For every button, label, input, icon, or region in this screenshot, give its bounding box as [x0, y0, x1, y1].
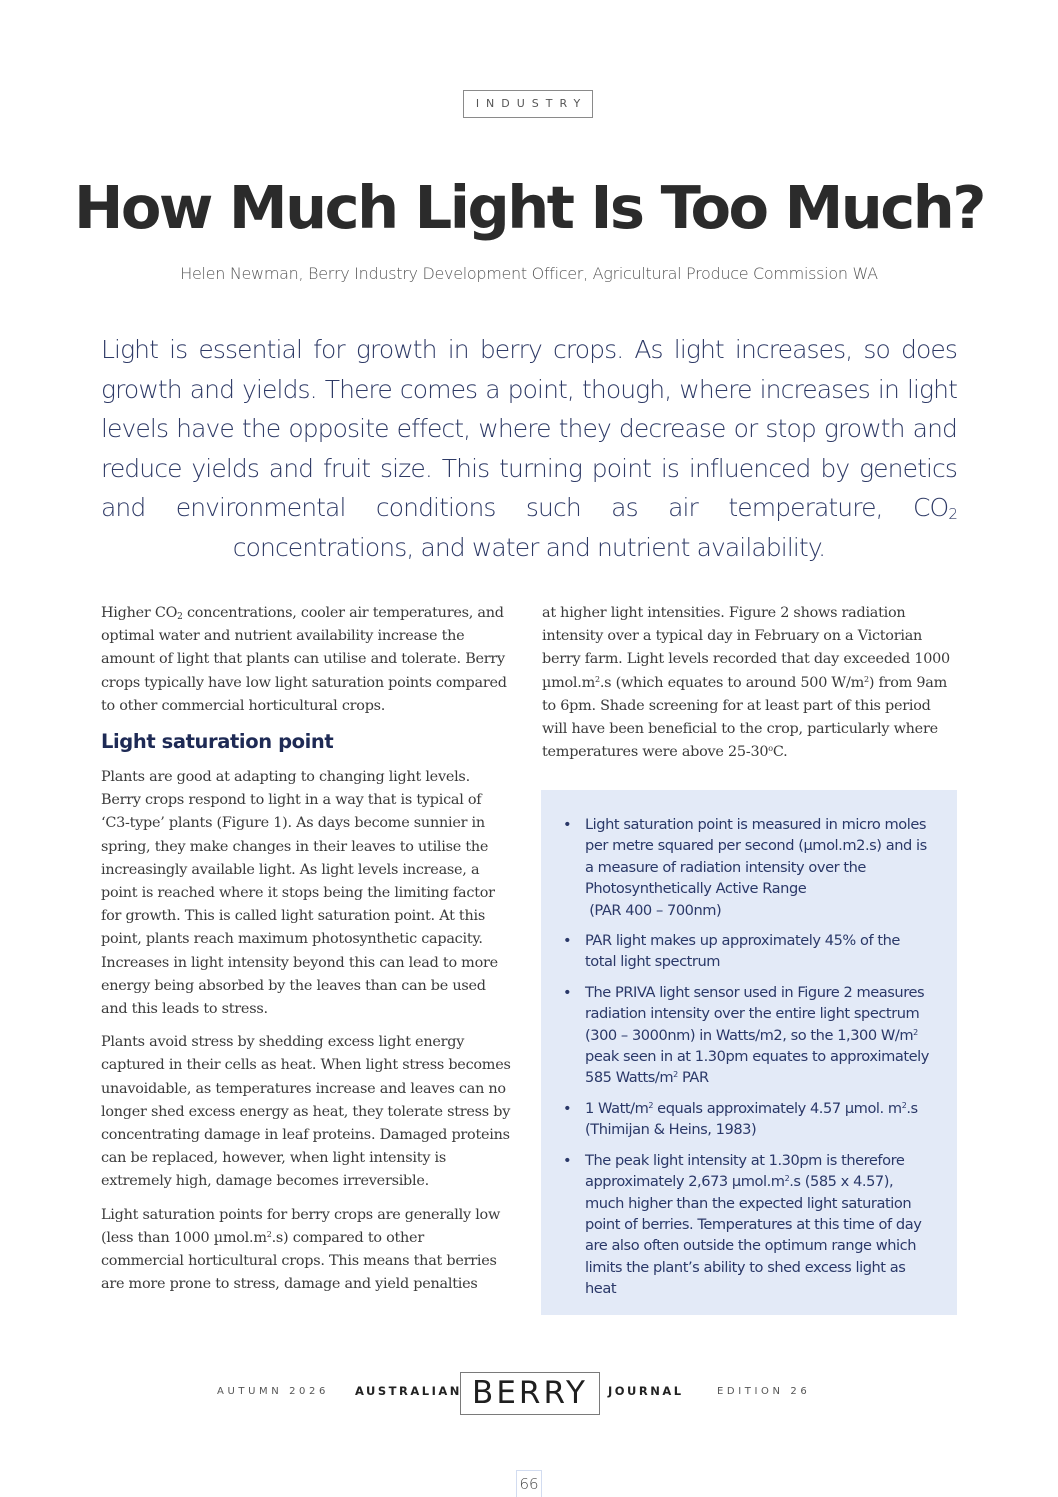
subheading: Light saturation point	[101, 730, 334, 754]
article-title: How Much Light Is Too Much?	[73, 173, 985, 242]
item-sup: 2	[648, 1100, 653, 1110]
body-paragraph: Plants are good at adapting to changing light levels. Berry crops respond to light in a way that is typical of ‘C3-type’ plants (Figure 1). As days become sunnier in spring, they make changes in their leaves to utilise the increasingly available light. As light levels increase, a point is reached where it stops being the limiting factor for growth. This is called light saturation point. At this point, plants reach maximum photosynthetic capacity. Increases in light intensity beyond this can lead to more energy being absorbed by the leaves than can be used and this leads to stress.	[101, 769, 498, 1018]
item-text: .s (Thimijan & Heins, 1983)	[585, 1099, 918, 1139]
lede-text-1: Light is essential for growth in berry crops. As light increases, so does growth and yields. There comes a point, though, where increases in light levels have the opposite effect, where they decrease or stop growth and reduce yields and fruit size. This turning point is influenced by genetics and environmental conditions such as air temperature, CO	[101, 335, 957, 522]
section-tag: INDUSTRY	[463, 90, 593, 118]
para3-text-1: Light saturation points for berry crops are generally low (less than 1000 µmol.m	[101, 1206, 501, 1246]
info-box	[541, 790, 957, 1315]
masthead-journal: JOURNAL	[608, 1384, 684, 1398]
lede-text-2: concentrations, and water and nutrient availability.	[232, 532, 826, 562]
body-paragraph	[542, 602, 956, 764]
intro-text-2: concentrations, cooler air temperatures, and optimal water and nutrient availability increase the amount of light that plants can utilise and tolerate. Berry crops typically have low light saturation points compared to other commercial horticultural crops.	[101, 605, 507, 714]
item-sup: 2	[901, 1100, 907, 1110]
masthead-berry-logo: BERRY	[460, 1372, 600, 1415]
item-text: Light saturation point is measured in micro moles per metre squared per second (µmol.m2.s) and is a measure of radiation intensity over the Photosynthetically Active Range	[585, 816, 927, 898]
info-list-item	[563, 930, 929, 973]
page-number: 66	[516, 1470, 542, 1497]
r-sup-1: 2	[595, 674, 600, 684]
r-sup-2: 2	[863, 674, 869, 684]
r-text-2: .s (which equates to around 500 W/m	[599, 674, 864, 691]
item-text: 1 Watt/m	[585, 1099, 649, 1117]
left-column	[101, 602, 511, 1306]
r-text-3: ) from 9am to 6pm. Shade screening for at least part of this period will have been beneficial to the crop, particularly where temperatures were above 25-30	[542, 674, 947, 761]
info-list-item	[563, 1150, 929, 1300]
bullet-icon: •	[563, 1151, 572, 1169]
bullet-icon: •	[563, 1099, 572, 1117]
footer-edition: EDITION 26	[717, 1386, 811, 1397]
intro-paragraph	[101, 602, 511, 718]
lede-paragraph	[101, 330, 957, 567]
item-text: The PRIVA light sensor used in Figure 2 measures radiation intensity over the entire light spectrum (300 – 3000nm) in Watts/m2, so the 1,300 W/m	[585, 983, 925, 1044]
item-text: PAR	[677, 1069, 709, 1087]
degree-sign: o	[768, 744, 773, 754]
body-paragraph: Plants avoid stress by shedding excess light energy captured in their cells as heat. When light stress becomes unavoidable, as temperatures increase and leaves can no longer shed excess energy as heat, they tolerate stress by concentrating damage in leaf proteins. Damaged proteins can be replaced, however, when light intensity is extremely high, damage becomes irreversible.	[101, 1034, 511, 1190]
item-text: PAR light makes up approximately 45% of the total light spectrum	[585, 932, 900, 971]
item-text: .s (585 x 4.57), much higher than the expected light saturation point of berries. Temperatures at this time of day are also often outside the optimum range which limits the plant’s ability to shed excess light as heat	[585, 1173, 922, 1298]
item-sup: 2	[913, 1027, 918, 1037]
para3-text-2: .s) compared to other commercial horticultural crops. This means that berries are more prone to stress, damage and yield penalties	[101, 1229, 497, 1293]
para3-superscript: 2	[266, 1229, 272, 1239]
info-list-item	[563, 982, 929, 1089]
right-column	[542, 602, 956, 774]
footer-season: AUTUMN 2026	[217, 1386, 329, 1397]
item-text: The peak light intensity at 1.30pm is therefore approximately 2,673 µmol.m	[585, 1151, 905, 1191]
info-list	[563, 814, 929, 1300]
intro-subscript: 2	[177, 612, 183, 622]
info-list-item	[563, 814, 929, 921]
item-text: (PAR 400 – 700nm)	[585, 901, 722, 919]
item-text: peak seen in at 1.30pm equates to approximately 585 Watts/m	[585, 1048, 929, 1087]
page-footer	[0, 1372, 1058, 1416]
bullet-icon: •	[563, 816, 572, 833]
intro-text-1: Higher CO	[101, 605, 178, 621]
lede-subscript: 2	[948, 505, 957, 523]
masthead-australian: AUSTRALIAN	[355, 1384, 462, 1398]
bullet-icon: •	[563, 983, 572, 1001]
item-text: equals approximately 4.57 µmol. m	[652, 1099, 902, 1117]
item-sup: 2	[673, 1070, 678, 1080]
info-list-item	[563, 1098, 929, 1141]
body-paragraph	[101, 1204, 511, 1297]
r-text-4: C.	[772, 744, 788, 761]
r-text-1: at higher light intensities. Figure 2 shows radiation intensity over a typical day in February on a Victorian berry farm. Light levels recorded that day exceeded 1000 µmol.m	[542, 605, 950, 691]
bullet-icon: •	[563, 932, 572, 950]
item-sup: 2	[784, 1174, 790, 1184]
author-byline: Helen Newman, Berry Industry Development Officer, Agricultural Produce Commission WA	[180, 264, 878, 283]
